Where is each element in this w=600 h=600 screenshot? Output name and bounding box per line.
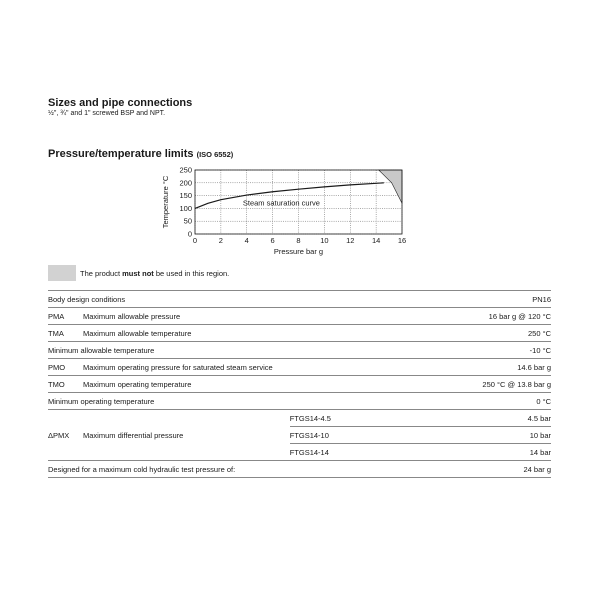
x-tick-label: 16 — [397, 236, 407, 245]
x-tick-label: 8 — [296, 236, 301, 245]
pmo-abbr: PMO — [48, 359, 83, 376]
tma-value: 250 °C — [410, 325, 551, 342]
dpmx-value: 10 bar — [410, 427, 551, 444]
x-tick-label: 10 — [320, 236, 329, 245]
tmo-label: Maximum operating temperature — [83, 376, 410, 393]
pmo-value: 14.6 bar g — [410, 359, 551, 376]
min-allowable-temp-label: Minimum allowable temperature — [48, 342, 410, 359]
legend-bold: must not — [122, 269, 154, 278]
dpmx-value: 4.5 bar — [410, 410, 551, 427]
legend — [48, 265, 308, 281]
pmo-label: Maximum operating pressure for saturated steam service — [83, 359, 410, 376]
table-row — [48, 308, 551, 325]
dpmx-value: 14 bar — [410, 444, 551, 461]
y-tick-label: 250 — [179, 165, 192, 175]
x-tick-label: 2 — [218, 236, 223, 245]
min-allowable-temp-value: -10 °C — [410, 342, 551, 359]
sizes-title: Sizes and pipe connections — [48, 97, 193, 109]
x-tick-label: 0 — [192, 236, 198, 245]
y-tick-label: 200 — [179, 178, 192, 188]
table-row — [48, 325, 551, 342]
dpmx-model: FTGS14-4.5 — [290, 410, 410, 427]
dpmx-abbr: ΔPMX — [48, 410, 83, 461]
spec-table — [48, 290, 551, 478]
table-row — [48, 410, 551, 427]
curve-label: Steam saturation curve — [242, 198, 320, 208]
dpmx-model: FTGS14-10 — [290, 427, 410, 444]
body-design-label: Body design conditions — [48, 291, 410, 308]
table-row — [48, 461, 551, 478]
body-design-value: PN16 — [410, 291, 551, 308]
table-row — [48, 376, 551, 393]
tma-label: Maximum allowable temperature — [83, 325, 410, 342]
tmo-value: 250 °C @ 13.8 bar g — [410, 376, 551, 393]
x-axis-label: Pressure bar g — [273, 247, 324, 256]
min-operating-temp-value: 0 °C — [410, 393, 551, 410]
limits-title — [48, 148, 233, 160]
tmo-abbr: TMO — [48, 376, 83, 393]
legend-swatch — [48, 265, 76, 281]
x-tick-label: 4 — [244, 236, 249, 245]
restricted-region — [379, 170, 402, 203]
y-tick-label: 0 — [187, 229, 192, 239]
legend-text — [80, 269, 229, 278]
min-operating-temp-label: Minimum operating temperature — [48, 393, 410, 410]
pma-value: 16 bar g @ 120 °C — [410, 308, 551, 325]
tma-abbr: TMA — [48, 325, 83, 342]
dpmx-model: FTGS14-14 — [290, 444, 410, 461]
table-row — [48, 393, 551, 410]
y-tick-label: 100 — [179, 203, 192, 213]
y-tick-label: 50 — [183, 216, 192, 226]
hydraulic-test-label: Designed for a maximum cold hydraulic test pressure of: — [48, 461, 410, 478]
x-tick-label: 6 — [270, 236, 275, 245]
legend-prefix: The product — [80, 269, 123, 278]
pma-abbr: PMA — [48, 308, 83, 325]
legend-suffix: be used in this region. — [153, 269, 230, 278]
y-tick-label: 150 — [179, 191, 192, 201]
sizes-text: ½", ¾" and 1" screwed BSP and NPT. — [48, 110, 166, 117]
limits-standard: (ISO 6552) — [196, 150, 234, 159]
y-axis-label: Temperature °C — [161, 175, 170, 229]
pma-label: Maximum allowable pressure — [83, 308, 410, 325]
dpmx-label: Maximum differential pressure — [83, 410, 290, 461]
table-row — [48, 359, 551, 376]
table-row — [48, 291, 551, 308]
limits-title-text: Pressure/temperature limits — [48, 148, 194, 160]
hydraulic-test-value: 24 bar g — [410, 461, 551, 478]
x-tick-label: 12 — [346, 236, 355, 245]
pressure-temperature-chart — [150, 160, 420, 260]
x-tick-label: 14 — [371, 236, 381, 245]
table-row — [48, 342, 551, 359]
